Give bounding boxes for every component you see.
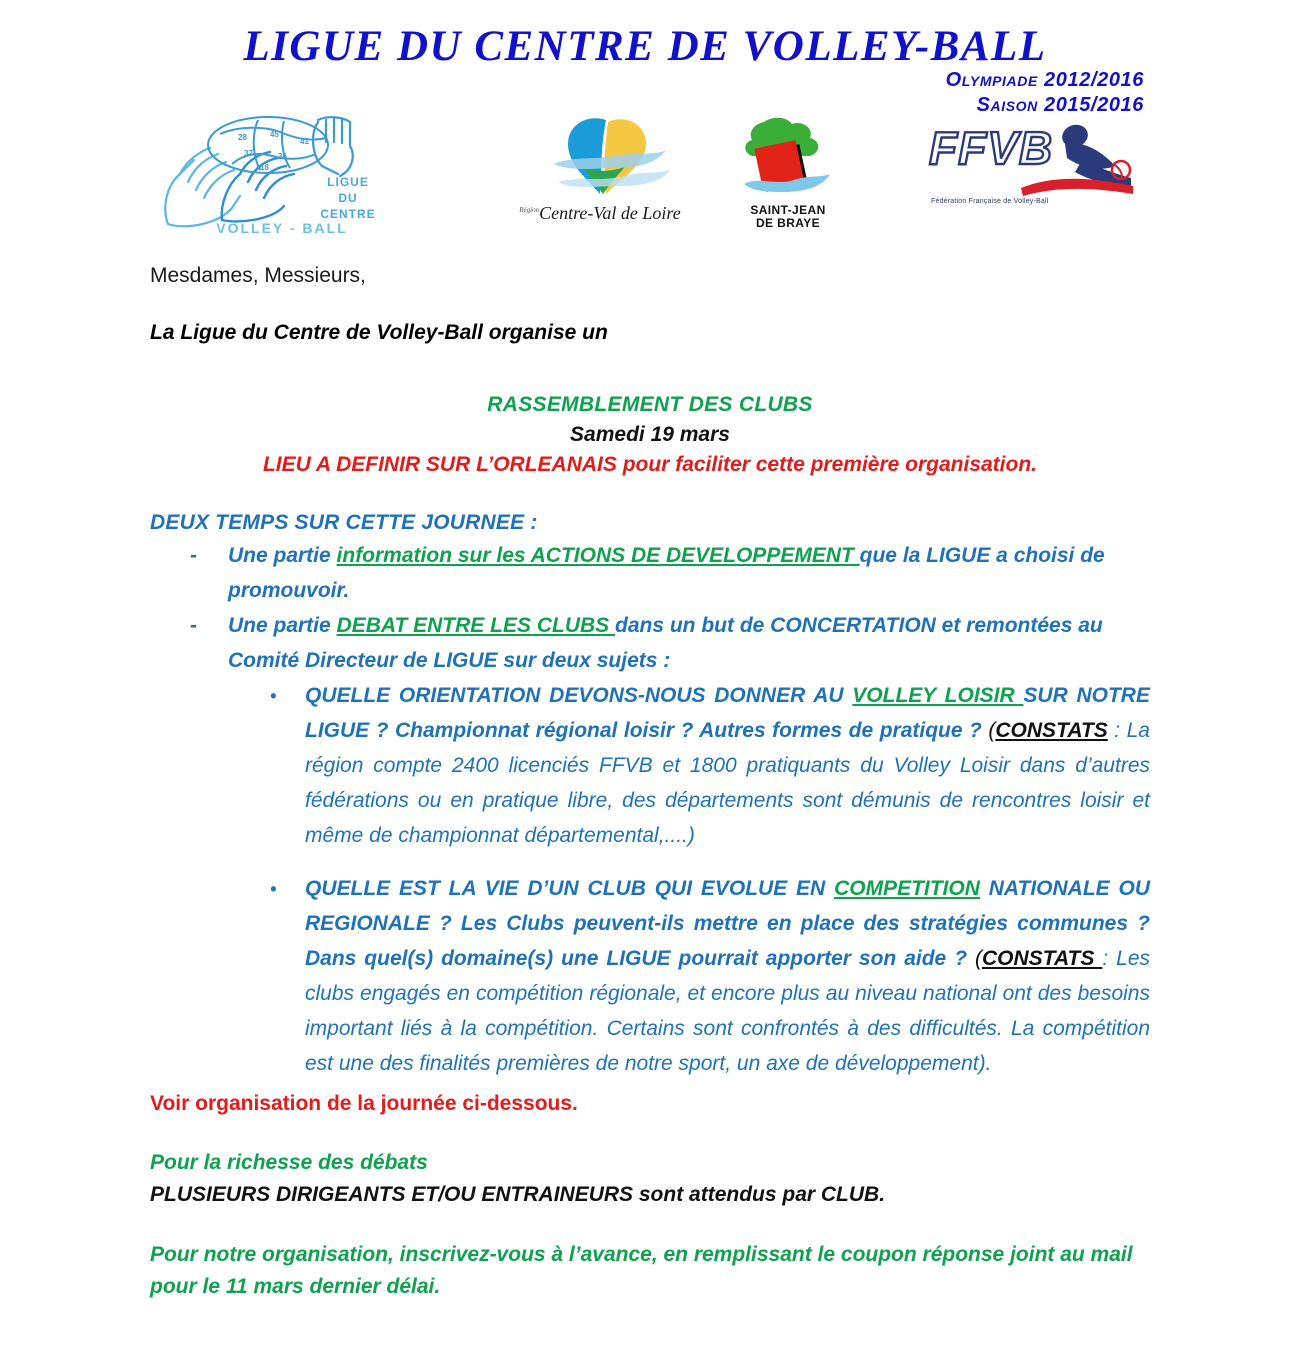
list-item [150,608,1150,678]
svg-text:36: 36 [278,152,287,161]
svg-text:FFVB: FFVB [929,122,1054,174]
bullet-item-post: NATIONALE OU REGIONALE ? Les Clubs peuvent-ils mettre en place des stratégies communes ? Dans quel(s) domaine(s) une LIGUE pourrait apporter son aide ? [305,877,1151,970]
event-place: LIEU A DEFINIR SUR L’ORLEANAIS pour faciliter cette première organisation. [262,453,1037,476]
dash-item-pre: Une partie [228,614,337,637]
cvdl-logo-text [510,203,690,224]
svg-text:28: 28 [238,133,247,142]
list-item [150,871,1150,1081]
ligue-logo-line4: VOLLEY - BALL [216,220,348,236]
header-subtitle-block [946,68,1144,118]
centre-val-de-loire-logo [510,112,690,224]
salutation-text: Mesdames, Messieurs, [150,264,366,287]
sjb-logo-line1: SAINT-JEAN [750,203,826,217]
svg-text:18: 18 [260,163,269,172]
svg-text:41: 41 [300,137,309,146]
ligue-logo-line1: LIGUE [327,175,369,189]
constat-open-paren: ( [975,947,982,970]
svg-text:37: 37 [244,149,253,158]
svg-text:45: 45 [270,130,279,139]
document-body [150,262,1150,1303]
saison-label: Saison 2015/2016 [976,94,1144,116]
bullet-item-underlined: COMPETITION [834,877,980,900]
ffvb-logo-subtext: Fédération Française de Volley-Ball [931,198,1049,205]
ligue-logo-line2: DU [338,191,358,205]
bullet-item-post: SUR NOTRE LIGUE ? Championnat régional loisir ? Autres formes de pratique ? [305,684,1150,742]
constat-text: : Les clubs engagés en compétition régionale, et encore plus au niveau national ont des besoins important liés à la compétition. Certains sont confrontés à des difficultés. La compétition est une des finalités premières de notre sport, un axe de développement). [305,947,1150,1075]
ffvb-logo [925,112,1140,207]
constat-open-paren: ( [988,719,996,742]
bullet-item-pre: QUELLE EST LA VIE D’UN CLUB QUI EVOLUE EN [305,877,835,900]
cvdl-logo-name: Centre-Val de Loire [539,203,681,223]
ligue-du-centre-logo [160,112,388,234]
deux-temps-list [150,538,1150,678]
event-date: Samedi 19 mars [570,423,730,446]
event-title: RASSEMBLEMENT DES CLUBS [487,393,813,416]
intro-text: La Ligue du Centre de Volley-Ball organise un [150,321,608,344]
olympiade-label: Olympiade 2012/2016 [945,69,1144,91]
bullet-item-underlined: VOLLEY LOISIR [852,684,1024,707]
constat-label: CONSTATS [995,719,1108,742]
saint-jean-de-braye-logo [728,112,848,230]
dash-item-post: que la LIGUE a choisi de promouvoir. [228,544,1105,602]
list-item [150,678,1150,853]
dash-marker: - [190,614,197,637]
logo-row [150,112,1160,234]
bullet-marker: • [270,879,277,899]
dash-item-underlined: information sur les ACTIONS DE DEVELOPPEMENT [336,544,860,567]
constat-text: : La région compte 2400 licenciés FFVB et 1800 pratiquants du Volley Loisir dans d’autres fédérations ou en pratique libre, des départements sont démunis de rencontres loisir et même de championnat départemental,....) [305,719,1150,847]
dash-item-underlined: DEBAT ENTRE LES CLUBS [336,614,615,637]
dash-item-pre: Une partie [228,544,337,567]
constat-label: CONSTATS [982,947,1103,970]
ligue-logo-line3: CENTRE [320,207,376,221]
page-title: LIGUE DU CENTRE DE VOLLEY-BALL [243,23,1047,70]
dash-marker: - [190,544,197,567]
voir-organisation-text: Voir organisation de la journée ci-dessous. [150,1092,578,1115]
inscription-text: Pour notre organisation, inscrivez-vous à l’avance, en remplissant le coupon réponse joint au mail pour le 11 mars dernier délai. [150,1243,1133,1298]
list-item [150,538,1150,608]
sjb-logo-text [728,204,848,230]
sujets-list [150,678,1150,1081]
deux-temps-heading: DEUX TEMPS SUR CETTE JOURNEE : [150,511,538,534]
sjb-logo-line2: DE BRAYE [755,216,821,230]
cvdl-logo-sup: Région [519,206,540,214]
richesse-text: Pour la richesse des débats [150,1151,428,1174]
bullet-item-pre: QUELLE ORIENTATION DEVONS-NOUS DONNER AU [305,684,853,707]
plusieurs-dirigeants-text: PLUSIEURS DIRIGEANTS ET/OU ENTRAINEURS sont attendus par CLUB. [150,1183,886,1206]
dash-item-post: dans un but de CONCERTATION et remontées au Comité Directeur de LIGUE sur deux sujets : [228,614,1103,672]
bullet-marker: • [270,686,277,706]
